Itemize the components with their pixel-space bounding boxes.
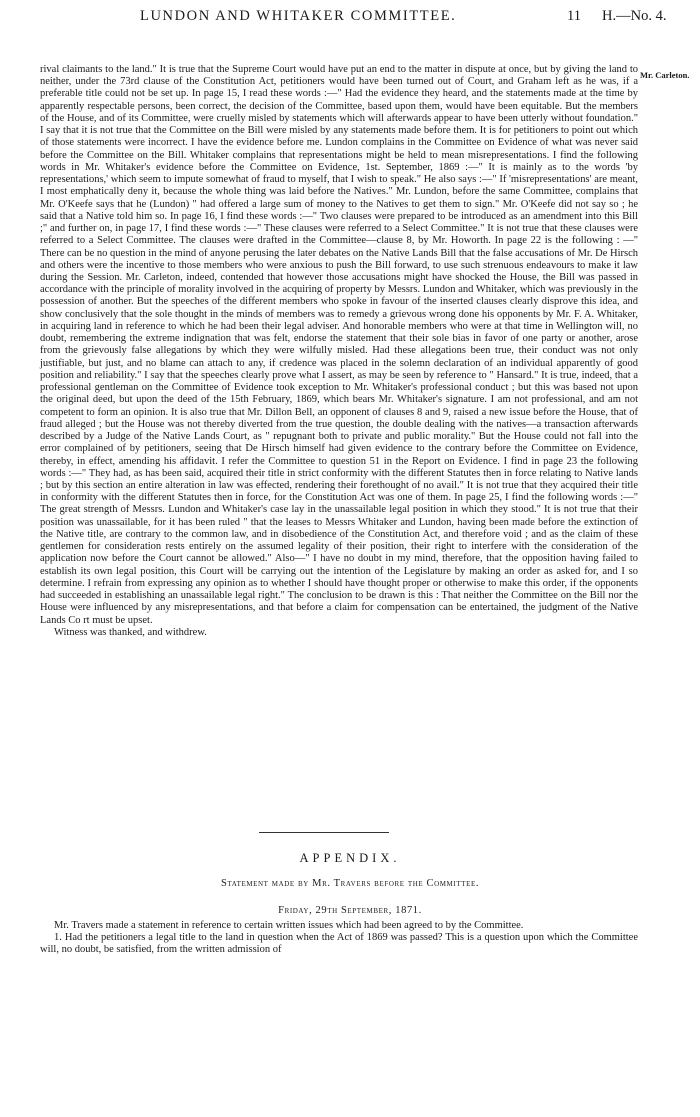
page-number: 11 <box>567 8 581 24</box>
testimony-paragraph: rival claimants to the land." It is true that the Supreme Court would have put an end to the matter in dispute at once, but by giving the land to neither, under the 73rd clause of the Constitution Act, petitioners would have been turned out of Court, and Graham left as he was, if a preferable title could not be set up. In page 15, I read these words :—" Had the evidence they heard, and the statements made at the time by apparently respectable persons, been correct, the decision of the Committee, based upon them, would have been equitable. But the members of the House, and of its Committee, were cruelly misled by statements which will afterwards appear to have been utterly without foundation." I say that it is not true that the Committee on the Bill were misled by any statements made before them. It is for petitioners to point out which of those statements were incorrect. I have the evidence before me. Lundon complains in the Committee on Evidence of what was never said before the Committee on the Bill. Whitaker complains that representations might be held to mean misrepresentations. I find the following words in Mr. Whitaker's evidence before the Committee on Evidence, 1st. September, 1869 :—" It is mainly as to the words 'by representations,' which seem to impute somewhat of fraud to myself, that I wish to speak." He also says :—" If 'misrepresentations' are meant, I most emphatically deny it, because the whole thing was laid before the Natives." Mr. Lundon, before the same Committee, complains that Mr. O'Keefe says that he (Lundon) " had offered a large sum of money to the Natives to get them to sign." Mr. O'Keefe did not say so ; he said that a Native told him so. In page 16, I find these words :—" Two clauses were prepared to be introduced as an amendment into this Bill ;" and further on, in page 17, I find these words :—" These clauses were referred to a Select Committee." It is not true that these clauses were referred to a Select Committee. The clauses were drafted in the Committee—clause 8, by Mr. Howorth. In page 22 is the following : —" There can be no question in the mind of anyone perusing the later debates on the Native Lands Bill that the false accusations of Mr. De Hirsch and others were the incentive to those members who were anxious to push the Bill forward, to use such strenuous endeavours to make it law during the Session. Mr. Carleton, indeed, contended that however those accusations might have shocked the House, the Bill was passed in accordance with the principle of morality involved in the acquiring of property by Messrs. Lundon and Whitaker, which was previously in the possession of another. But the speeches of the different members who spoke in favour of the inserted clauses clearly disprove this idea, and show conclusively that the sole thought in the minds of members was to remedy a grievous wrong done his opponents by Mr. F. A. Whitaker, in acquiring land in reference to which he had been their legal adviser. And honorable members who were at that time in Wellington will, no doubt, remembering the extreme indignation that was felt, endorse the statement that their sole bias in favor of one party or another, arose from the grievously false allegations by which they were wilfully misled. Had these allegations been true, their conduct was not only justifiable, but just, and no blame can attach to any, if credence was placed in the solemn declaration of an individual apparently of good position and reliability." I say that the speeches clearly prove what I assert, as may be seen by reference to " Hansard." It is true, indeed, that a professional gentleman on the Committee of Evidence took exception to Mr. Whitaker's professional conduct ; but this was based not upon the original deed, but upon the deed of the 15th February, 1869, which bears Mr. Whitaker's signature. I am not professional, and am not competent to form an opinion. It is also true that Mr. Dillon Bell, an opponent of clauses 8 and 9, raised a new issue before the House, that of fraud alleged ; but the House was not thereby diverted from the true question, the double dealing with the natives—a transaction afterwards described by a Judge of the Native Lands Court, as " repugnant both to private and public morality." But the House could not fall into the error complained of by petitioners, seeing that De Hirsch himself had given evidence to the contrary before the Committee on Evidence, thereby, in effect, amending his affidavit. I refer the Committee to question 51 in the Report on Evidence. I find in page 23 the following words :—" They had, as has been said, acquired their title in strict conformity with the different Statutes then in force relating to Native lands ; but by this section an entire alteration in law was effected, rendering their forethought of no avail." It is not true that they acquired their title in conformity with the different Statutes then in force, for the Constitution Act was one of them. In page 25, I find the following words :—" The great strength of Messrs. Lundon and Whitaker's case lay in the unassailable legal position in which they stood." It is not true that their position was unassailable, for it has been ruled " that the leases to Messrs Whitaker and Lundon, having been made before the extinction of the Native title, are contrary to the common law, and in disobedience of the Constitution Act, and therefore void ; and as the claim of these gentlemen for consideration rests entirely on the assumed legality of their position, their right to interfere with the consideration of the application now before the Court cannot be allowed." Also—" I have no doubt in my mind, therefore, that the opposition having failed to establish its own legal position, this Court will be carrying out the intention of the Legislature by making an order as asked for, and I so determine. I refrain from expressing any opinion as to whether I should have thought proper or otherwise to make this order, if the opponents had succeeded in establishing an unassailable legal right." The conclusion to be drawn is this : That neither the Committee on the Bill nor the House were influenced by any misrepresentations, and that before a claim for compensation can be entertained, the judgment of the Native Lands Co rt must be upset. <box>40 64 638 626</box>
appendix-paragraph: Mr. Travers made a statement in reference to certain written issues which had been agreed to by the Committee. <box>54 920 524 931</box>
appendix-question-1: 1. Had the petitioners a legal title to the land in question when the Act of 1869 was passed? This is a question upon which the Committee will, no doubt, be satisfied, from the written admission of <box>40 932 638 956</box>
running-title: LUNDON AND WHITAKER COMMITTEE. <box>140 8 457 24</box>
document-number: H.—No. 4. <box>602 8 667 24</box>
section-divider <box>259 832 389 833</box>
appendix-heading: APPENDIX. <box>299 851 401 865</box>
page-header <box>0 4 700 28</box>
statement-heading: Statement made by Mr. Travers before the Committee. <box>220 878 480 889</box>
witness-withdrew-line: Witness was thanked, and withdrew. <box>54 626 207 638</box>
meeting-date: Friday, 29th September, 1871. <box>278 905 422 916</box>
appendix-body <box>40 920 638 957</box>
margin-speaker-note: Mr. Carleton. <box>640 70 690 80</box>
testimony-body <box>40 64 638 639</box>
